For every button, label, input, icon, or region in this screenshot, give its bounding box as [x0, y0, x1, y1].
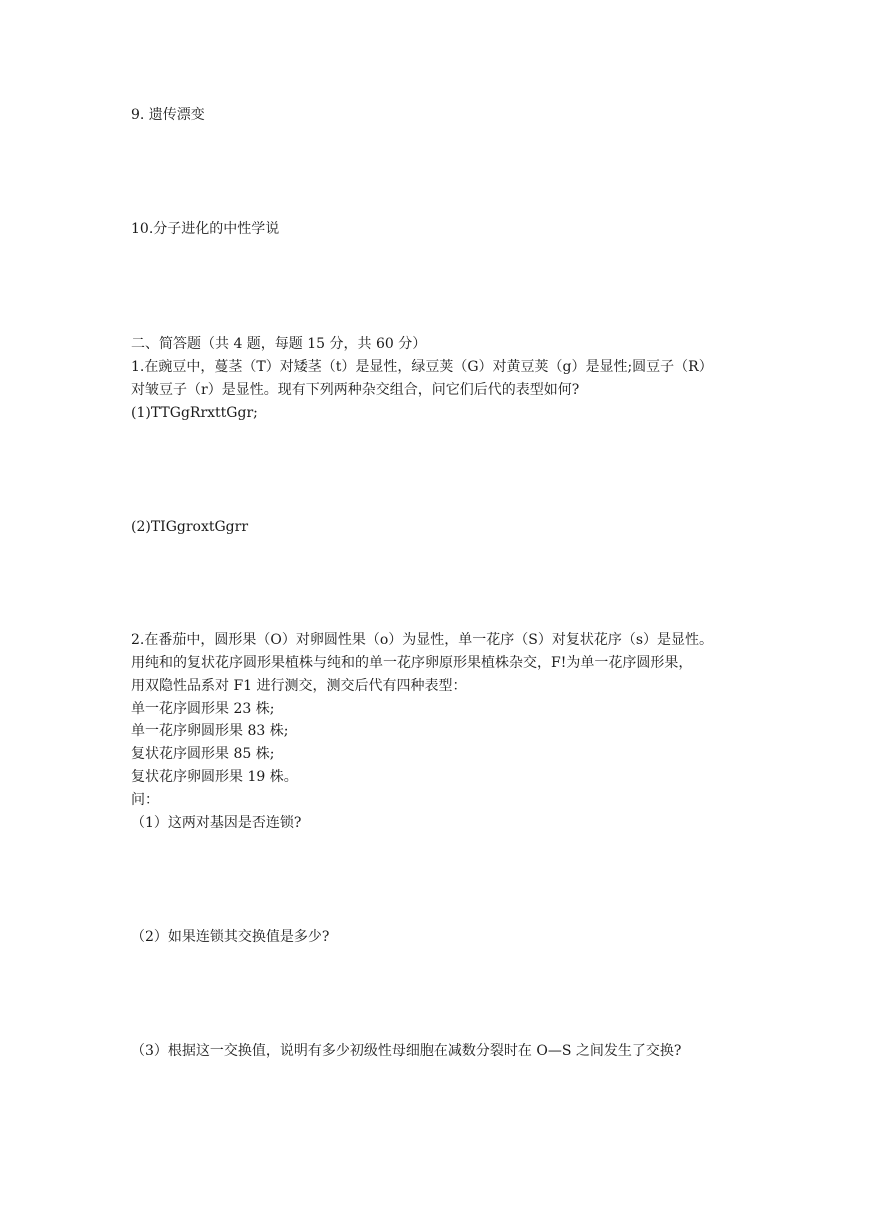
question-2-sub-1: （1）这两对基因是否连锁? — [131, 815, 302, 831]
question-1-part-2: (2)TIGgroxtGgrr — [131, 519, 249, 535]
definition-item-9: 9. 遗传漂变 — [131, 107, 205, 123]
question-2-sub-2: （2）如果连锁其交换值是多少? — [131, 929, 330, 945]
question-2-ask: 问： — [131, 792, 159, 808]
question-2-line-2: 用纯和的复状花序圆形果植株与纯和的单一花序卵原形果植株杂交，F!为单一花序圆形果， — [131, 655, 693, 671]
question-2-result-1: 单一花序圆形果 23 株; — [131, 701, 275, 717]
question-1-line-1: 1.在豌豆中，蔓茎（T）对矮茎（t）是显性，绿豆荚（G）对黄豆荚（g）是显性;圆豆子（R） — [131, 359, 713, 375]
question-2-result-4: 复状花序卵圆形果 19 株。 — [131, 769, 298, 785]
question-2-result-2: 单一花序卵圆形果 83 株; — [131, 723, 289, 739]
section-heading: 二、简答题（共 4 题，每题 15 分，共 60 分） — [131, 336, 427, 352]
question-1-part-1: (1)TTGgRrxttGgr; — [131, 405, 258, 421]
question-2-sub-3: （3）根据这一交换值，说明有多少初级性母细胞在减数分裂时在 O—S 之间发生了交换? — [131, 1043, 682, 1059]
question-2-line-3: 用双隐性品系对 F1 进行测交，测交后代有四种表型： — [131, 678, 467, 694]
question-2-line-1: 2.在番茄中，圆形果（O）对卵圆性果（o）为显性，单一花序（S）对复状花序（s）是显性。 — [131, 632, 714, 648]
definition-item-10: 10.分子进化的中性学说 — [131, 221, 280, 237]
question-2-result-3: 复状花序圆形果 85 株; — [131, 746, 275, 762]
question-1-line-2: 对皱豆子（r）是显性。现有下列两种杂交组合，问它们后代的表型如何? — [131, 382, 580, 398]
